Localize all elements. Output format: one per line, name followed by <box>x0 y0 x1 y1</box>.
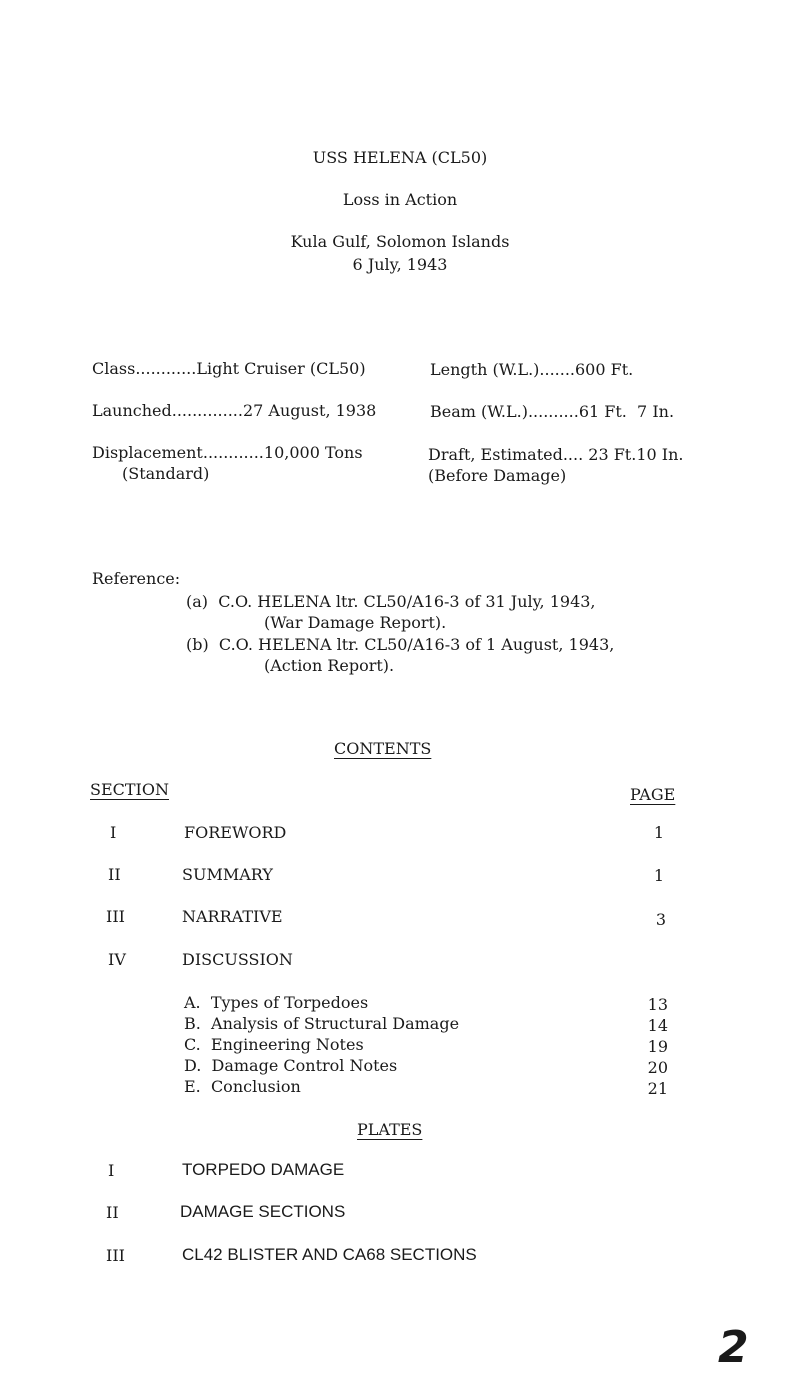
section-title: NARRATIVE <box>182 907 283 926</box>
spec-draft: Draft, Estimated.... 23 Ft.10 In. <box>428 445 684 464</box>
plate-title: TORPEDO DAMAGE <box>182 1160 345 1179</box>
document-subtitle: Loss in Action <box>342 190 458 209</box>
reference-a: (a) C.O. HELENA ltr. CL50/A16-3 of 31 July, 1943, <box>186 592 596 611</box>
subsection-page: 19 <box>647 1037 668 1056</box>
subsection-title: A. Types of Torpedoes <box>184 993 369 1012</box>
plates-title: PLATES <box>357 1120 423 1139</box>
section-page: 1 <box>653 866 664 885</box>
spec-class: Class............Light Cruiser (CL50) <box>92 359 366 378</box>
section-number: III <box>106 907 125 926</box>
reference-label: Reference: <box>92 569 181 588</box>
section-title: FOREWORD <box>184 823 287 842</box>
spec-beam: Beam (W.L.)..........61 Ft. 7 In. <box>430 402 675 421</box>
subsection-title: D. Damage Control Notes <box>184 1056 398 1075</box>
spec-displacement-note: (Standard) <box>122 464 210 483</box>
section-number: I <box>110 823 117 842</box>
subsection-title: B. Analysis of Structural Damage <box>184 1014 460 1033</box>
section-title: SUMMARY <box>182 865 273 884</box>
section-header: SECTION <box>90 780 169 799</box>
page-header: PAGE <box>630 785 676 804</box>
contents-title: CONTENTS <box>334 739 432 758</box>
date: 6 July, 1943 <box>352 255 448 274</box>
plate-number: I <box>108 1161 115 1180</box>
spec-launched: Launched..............27 August, 1938 <box>92 401 377 420</box>
plate-title: CL42 BLISTER AND CA68 SECTIONS <box>182 1245 477 1264</box>
subsection-page: 20 <box>647 1058 668 1077</box>
plate-number: III <box>106 1246 125 1265</box>
section-page: 1 <box>653 823 664 842</box>
spec-draft-note: (Before Damage) <box>428 466 567 485</box>
section-page: 3 <box>655 910 666 929</box>
handwritten-page-number: 2 <box>718 1322 749 1373</box>
plate-title: DAMAGE SECTIONS <box>180 1202 346 1221</box>
spec-length: Length (W.L.).......600 Ft. <box>430 360 634 379</box>
spec-displacement: Displacement............10,000 Tons <box>92 443 363 462</box>
subsection-title: E. Conclusion <box>184 1077 301 1096</box>
reference-a-note: (War Damage Report). <box>264 613 447 632</box>
section-title: DISCUSSION <box>182 950 293 969</box>
section-number: IV <box>108 950 126 969</box>
ship-title: USS HELENA (CL50) <box>312 148 488 167</box>
subsection-page: 14 <box>647 1016 668 1035</box>
reference-b-note: (Action Report). <box>264 656 395 675</box>
subsection-page: 21 <box>647 1079 668 1098</box>
subsection-title: C. Engineering Notes <box>184 1035 364 1054</box>
plate-number: II <box>106 1203 119 1222</box>
subsection-page: 13 <box>647 995 668 1014</box>
reference-b: (b) C.O. HELENA ltr. CL50/A16-3 of 1 August, 1943, <box>186 635 615 654</box>
section-number: II <box>108 865 121 884</box>
location: Kula Gulf, Solomon Islands <box>290 232 510 251</box>
